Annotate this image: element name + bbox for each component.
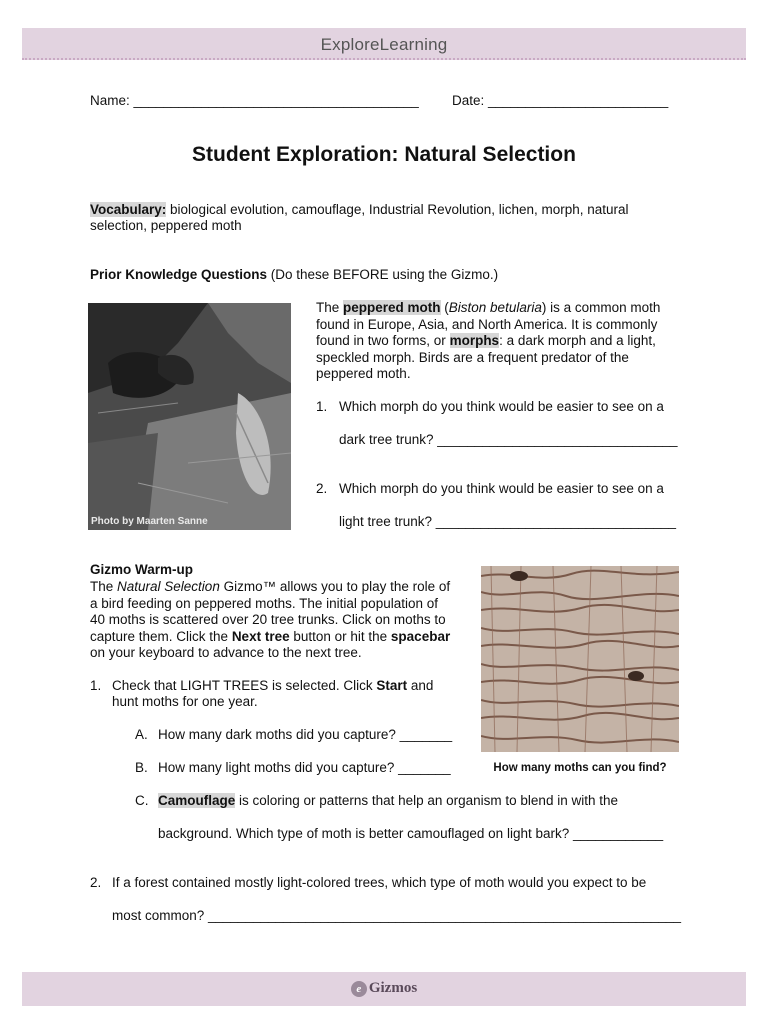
question-2-answer[interactable]: most common? _______________________________________________________________: [112, 908, 682, 923]
vocabulary-terms: biological evolution, camouflage, Industrial Revolution, lichen, morph, natural: [166, 202, 629, 217]
prior-heading-note: (Do these BEFORE using the Gizmo.): [267, 267, 499, 282]
term-camouflage: Camouflage: [158, 793, 236, 808]
question-1c-label: C.: [135, 793, 149, 808]
question-1b-label: B.: [135, 760, 148, 775]
gizmos-logo: [351, 980, 417, 997]
question-1-number: 1.: [90, 678, 102, 693]
prior-question-2-number: 2.: [316, 481, 328, 496]
term-morphs: morphs: [449, 333, 500, 348]
image-caption: How many moths can you find?: [493, 762, 667, 774]
prior-knowledge-heading: [90, 267, 498, 282]
question-1a-label: A.: [135, 727, 148, 742]
question-2: If a forest contained mostly light-colored trees, which type of moth would you expect to be: [112, 875, 647, 890]
vocabulary-line-1: [90, 202, 629, 217]
vocabulary-label: Vocabulary:: [90, 202, 167, 217]
moth-camouflage-image: [481, 566, 679, 752]
moth-photo: [88, 303, 291, 530]
warmup-heading: Gizmo Warm-up: [90, 562, 193, 577]
gizmos-text: Gizmos: [368, 980, 418, 996]
page-title: Student Exploration: Natural Selection: [192, 143, 576, 166]
question-1b[interactable]: How many light moths did you capture? _______: [158, 760, 451, 775]
gizmos-icon: e: [351, 981, 367, 997]
warmup-paragraph: The Natural Selection Gizmo™ allows you to play the role of a bird feeding on peppered moths. The initial population of 40 moths is scattered over 20 tree trunks. Click on moths to capture them. Click the Next tree button or hit the spacebar on your keyboard to advance to the next tree.: [90, 579, 451, 660]
prior-question-1: Which morph do you think would be easier to see on a: [339, 399, 664, 414]
header-band: [22, 28, 746, 60]
term-peppered-moth: peppered moth: [343, 300, 441, 315]
question-1-cont: hunt moths for one year.: [112, 694, 258, 709]
peppered-moth-bark-image: [88, 303, 291, 530]
date-field[interactable]: Date: ________________________: [452, 93, 669, 108]
question-1c-answer[interactable]: background. Which type of moth is better camouflaged on light bark? ____________: [158, 826, 664, 841]
prior-question-2: Which morph do you think would be easier to see on a: [339, 481, 664, 496]
photo-credit: Photo by Maarten Sanne: [91, 516, 208, 527]
footer-band: [22, 972, 746, 1006]
prior-answer-2[interactable]: light tree trunk? ________________________________: [339, 514, 677, 529]
question-1a[interactable]: How many dark moths did you capture? _______: [158, 727, 453, 742]
vocabulary-line-2: selection, peppered moth: [90, 218, 242, 233]
prior-heading-text: Prior Knowledge Questions: [90, 267, 268, 282]
explorelearning-logo: ExploreLearning: [320, 35, 448, 54]
question-1c: Camouflage is coloring or patterns that help an organism to blend in with the: [158, 793, 618, 808]
prior-question-1-number: 1.: [316, 399, 328, 414]
bark-texture-image: [481, 566, 679, 752]
peppered-moth-paragraph: The peppered moth (Biston betularia) is a common moth found in Europe, Asia, and North America. It is commonly found in two forms, or morphs: a dark morph and a light, speckled morph. Birds are a frequent predator of the peppered moth.: [316, 300, 661, 381]
prior-answer-1[interactable]: dark tree trunk? ________________________________: [339, 432, 678, 447]
question-1: Check that LIGHT TREES is selected. Click Start and: [112, 678, 434, 693]
name-field[interactable]: Name: ______________________________________: [90, 93, 419, 108]
question-2-number: 2.: [90, 875, 102, 890]
